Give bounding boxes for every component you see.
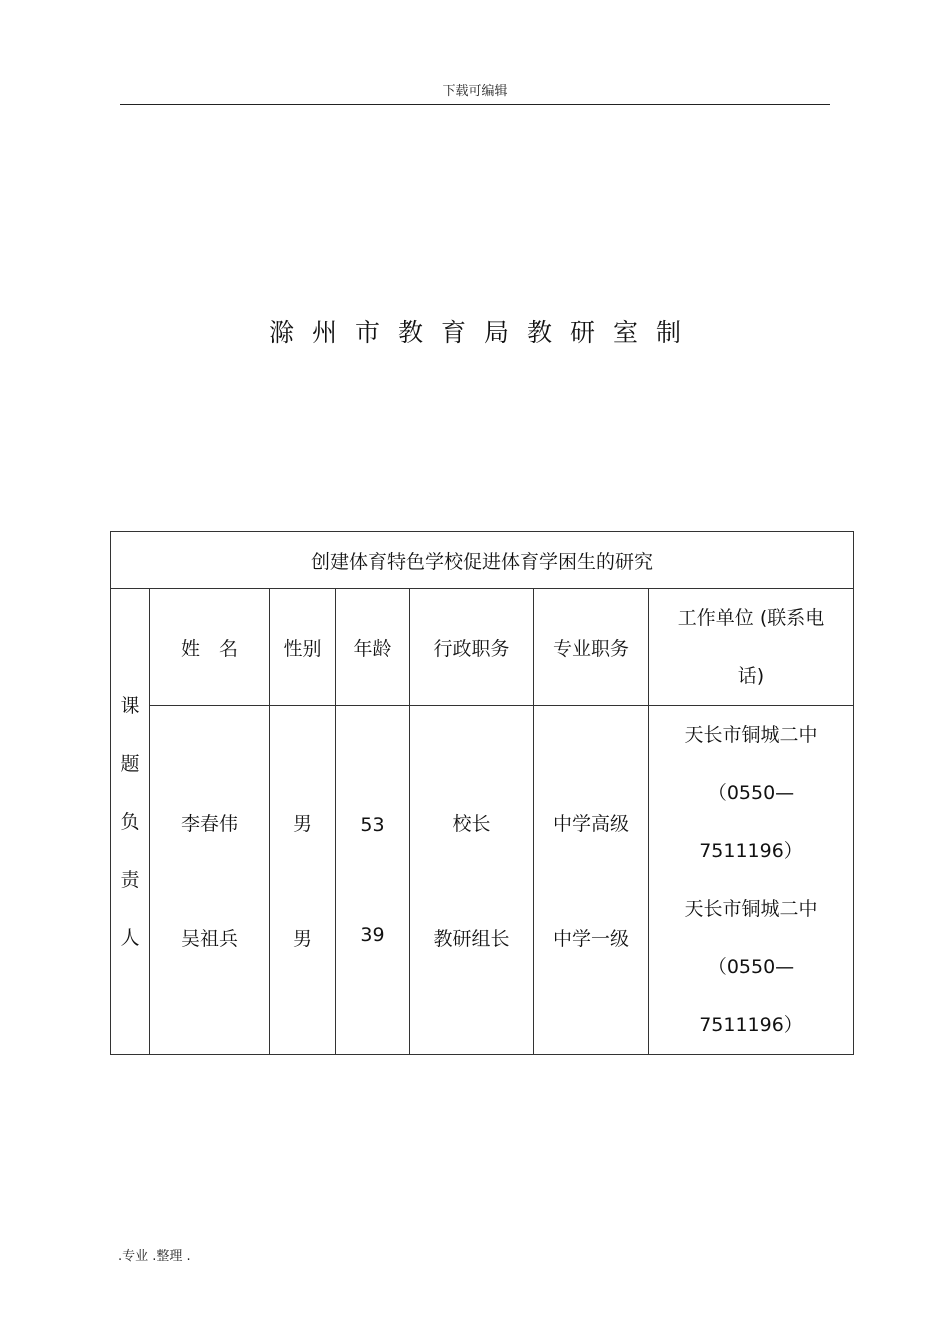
cell-genders xyxy=(270,706,336,1055)
side-label-char: 责 xyxy=(120,868,140,891)
cell-ages xyxy=(336,706,410,1055)
side-label-char: 人 xyxy=(120,926,140,949)
table-body-row xyxy=(111,706,854,1055)
col-header-admin-post: 行政职务 xyxy=(410,589,534,706)
page-footer-text: .专业 .整理 . xyxy=(118,1249,191,1264)
header-rule xyxy=(120,104,830,105)
unit-line: 7511196） xyxy=(699,840,803,862)
side-label-char: 负 xyxy=(120,810,140,833)
unit-line: （0550— xyxy=(707,956,795,978)
cell-admin-posts xyxy=(410,706,534,1055)
side-label-cell xyxy=(111,589,150,1055)
side-label-char: 题 xyxy=(120,752,140,775)
cell-names xyxy=(150,706,270,1055)
project-title-cell xyxy=(111,532,854,589)
project-title: 创建体育特色学校促进体育学困生的研究 xyxy=(311,550,654,573)
side-label-char: 课 xyxy=(120,694,140,717)
col-header-work-unit-line1: 工作单位 (联系电 xyxy=(677,607,825,629)
col-header-work-unit xyxy=(649,589,854,706)
col-header-gender: 性别 xyxy=(270,589,336,706)
person-name: 李春伟 xyxy=(180,813,238,835)
person-professional-title: 中学一级 xyxy=(552,928,629,950)
unit-line: 7511196） xyxy=(699,1014,803,1036)
unit-line: 天长市铜城二中 xyxy=(684,898,818,920)
person-admin-post: 教研组长 xyxy=(433,928,510,950)
org-title: 滁州市教育局教研室制 xyxy=(268,318,699,347)
unit-line: 天长市铜城二中 xyxy=(684,724,818,746)
person-admin-post: 校长 xyxy=(452,813,491,835)
person-gender: 男 xyxy=(292,813,312,835)
page-header-text: 下载可编辑 xyxy=(442,84,508,99)
col-header-age: 年龄 xyxy=(336,589,410,706)
person-professional-title: 中学高级 xyxy=(552,813,629,835)
unit-line: （0550— xyxy=(707,782,795,804)
person-gender: 男 xyxy=(292,928,312,950)
table-header-row xyxy=(111,589,854,706)
cell-professional-titles xyxy=(534,706,649,1055)
col-header-work-unit-line2: 话) xyxy=(737,665,765,687)
person-name: 吴祖兵 xyxy=(180,928,238,950)
col-header-professional-title: 专业职务 xyxy=(534,589,649,706)
col-header-name: 姓 名 xyxy=(150,589,270,706)
project-info-table xyxy=(110,531,854,1055)
person-age: 39 xyxy=(360,924,385,946)
person-age: 53 xyxy=(360,814,385,836)
cell-work-units xyxy=(649,706,854,1055)
